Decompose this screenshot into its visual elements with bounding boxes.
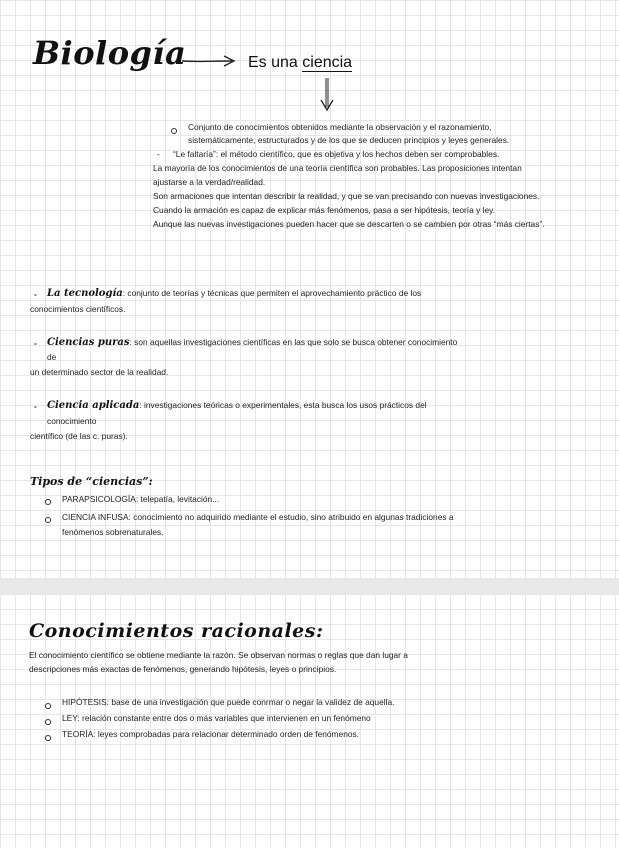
bullet-icon <box>45 703 51 709</box>
title-biologia: Biología <box>33 34 187 72</box>
racionales-line: descripciones más exactas de fenómenos, generando hipótesis, leyes o principios. <box>29 664 337 674</box>
tipos-item <box>62 494 219 505</box>
definition-dash-item: “Le faltaría”: el método científico, que es objetiva y los hechos deben ser comprobables. <box>173 149 500 159</box>
tecnologia-line <box>47 288 421 299</box>
racionales-item-text: relación constante entre dos o más variables que intervienen en un fenómeno <box>79 713 371 723</box>
dash-mark: - <box>34 401 37 411</box>
definition-line: Son armaciones que intentan describir la realidad, y que se van precisando con nuevas investigaciones. <box>153 191 540 201</box>
racionales-item-text: base de una investigación que puede conrmar o negar la validez de aquella. <box>109 697 395 707</box>
bullet-icon <box>45 517 51 523</box>
tipos-item-text: telepatía, levitación... <box>138 494 220 504</box>
right-arrow-icon <box>180 53 240 71</box>
racionales-line: El conocimiento científico se obtiene mediante la razón. Se observan normas o reglas que dan lugar a <box>29 650 408 660</box>
down-arrow-icon <box>318 76 336 116</box>
tecnologia-text: : conjunto de teorías y técnicas que permiten el aprovechamiento práctico de los <box>122 288 422 298</box>
racionales-item-text: leyes comprobadas para relacionar determinado orden de fenómenos. <box>95 729 360 739</box>
racionales-item <box>62 697 394 708</box>
racionales-item <box>62 729 359 740</box>
tipos-item <box>62 512 454 523</box>
bullet-icon <box>45 719 51 725</box>
aplicada-text: : investigaciones teóricas o experimentales, esta busca los usos prácticos del <box>139 400 427 410</box>
es-una-ciencia <box>248 54 352 72</box>
definition-bullet-cont: sistemáticamente, estructurados y de los que se deducen principios y leyes generales. <box>188 135 510 145</box>
definition-line: Aunque las nuevas investigaciones pueden hacer que se descarten o se cambien por otras “más ciertas”. <box>153 219 545 229</box>
racionales-item-label: HIPÓTESIS: <box>62 697 110 707</box>
racionales-item <box>62 713 371 724</box>
aplicada-cont-2: científico (de las c. puras). <box>30 431 128 441</box>
tecnologia-term: La tecnología <box>47 288 123 299</box>
definition-bullet: Conjunto de conocimientos obtenidos mediante la observación y el razonamiento, <box>188 122 492 132</box>
puras-cont-2: un determinado sector de la realidad. <box>30 367 169 377</box>
bullet-icon <box>45 735 51 741</box>
racionales-title: Conocimientos racionales: <box>29 620 324 642</box>
page-gap <box>0 578 619 594</box>
tipos-item-label: CIENCIA INFUSA: <box>62 512 131 522</box>
tipos-title: Tipos de “ciencias”: <box>30 475 153 488</box>
puras-cont-1: de <box>47 352 57 362</box>
ciencia-text: ciencia <box>302 54 353 71</box>
definition-line: La mayoría de los conocimientos de una teoría científica son probables. Las proposiciones intentan <box>153 163 522 173</box>
tipos-item-label: PARAPSICOLOGÍA: <box>62 494 139 504</box>
dash-mark: - <box>157 149 160 159</box>
puras-term: Ciencias puras <box>47 337 130 348</box>
racionales-item-label: LEY: <box>62 713 80 723</box>
definition-line: Cuando la armación es capaz de explicar más fenómenos, pasa a ser hipótesis, teoría y ley. <box>153 205 496 215</box>
aplicada-cont-1: conocimiento <box>47 416 97 426</box>
aplicada-line <box>47 400 427 411</box>
definition-line: ajustarse a la verdad/realidad. <box>153 177 266 187</box>
aplicada-term: Ciencia aplicada <box>47 400 140 411</box>
tecnologia-cont: conocimientos científicos. <box>30 304 126 314</box>
bullet-icon <box>171 128 177 134</box>
puras-line <box>47 337 457 348</box>
dash-mark: - <box>34 289 37 299</box>
dash-mark: - <box>34 338 37 348</box>
racionales-item-label: TEORÍA: <box>62 729 96 739</box>
es-una-text: Es una <box>248 54 303 71</box>
tipos-item-cont: fenómenos sobrenaturales. <box>62 527 164 537</box>
tipos-item-text: conocimiento no adquirido mediante el estudio, sino atribuido en algunas tradiciones a <box>130 512 454 522</box>
puras-text: : son aquellas investigaciones científicas en las que solo se busca obtener conocimiento <box>129 337 458 347</box>
bullet-icon <box>45 499 51 505</box>
